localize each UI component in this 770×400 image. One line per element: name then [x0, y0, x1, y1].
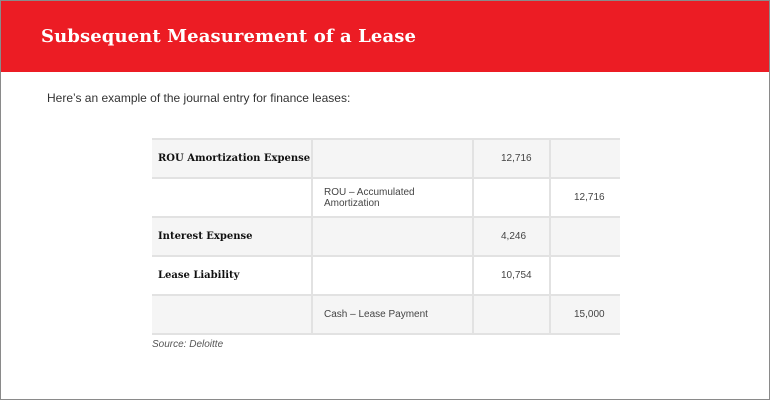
debit-cell: 10,754 — [473, 256, 550, 295]
account-cell: ROU Amortization Expense — [152, 139, 312, 178]
table-row — [152, 217, 620, 256]
sub-account-cell — [312, 256, 473, 295]
intro-text: Here’s an example of the journal entry for finance leases: — [47, 91, 351, 105]
sub-account-cell: ROU – Accumulated Amortization — [312, 178, 473, 217]
credit-cell: 15,000 — [550, 295, 620, 334]
credit-cell: 12,716 — [550, 178, 620, 217]
credit-cell — [550, 256, 620, 295]
table-row — [152, 295, 620, 334]
account-cell: Lease Liability — [152, 256, 312, 295]
journal-entry-table — [152, 138, 620, 335]
table-row — [152, 178, 620, 217]
account-cell — [152, 295, 312, 334]
header-banner — [1, 1, 769, 72]
sub-account-cell: Cash – Lease Payment — [312, 295, 473, 334]
credit-cell — [550, 139, 620, 178]
page-title: Subsequent Measurement of a Lease — [41, 26, 417, 47]
credit-cell — [550, 217, 620, 256]
debit-cell — [473, 295, 550, 334]
sub-account-cell — [312, 139, 473, 178]
account-cell — [152, 178, 312, 217]
table-row — [152, 256, 620, 295]
source-caption: Source: Deloitte — [152, 339, 224, 350]
account-cell: Interest Expense — [152, 217, 312, 256]
debit-cell: 4,246 — [473, 217, 550, 256]
table-row — [152, 139, 620, 178]
debit-cell: 12,716 — [473, 139, 550, 178]
debit-cell — [473, 178, 550, 217]
sub-account-cell — [312, 217, 473, 256]
